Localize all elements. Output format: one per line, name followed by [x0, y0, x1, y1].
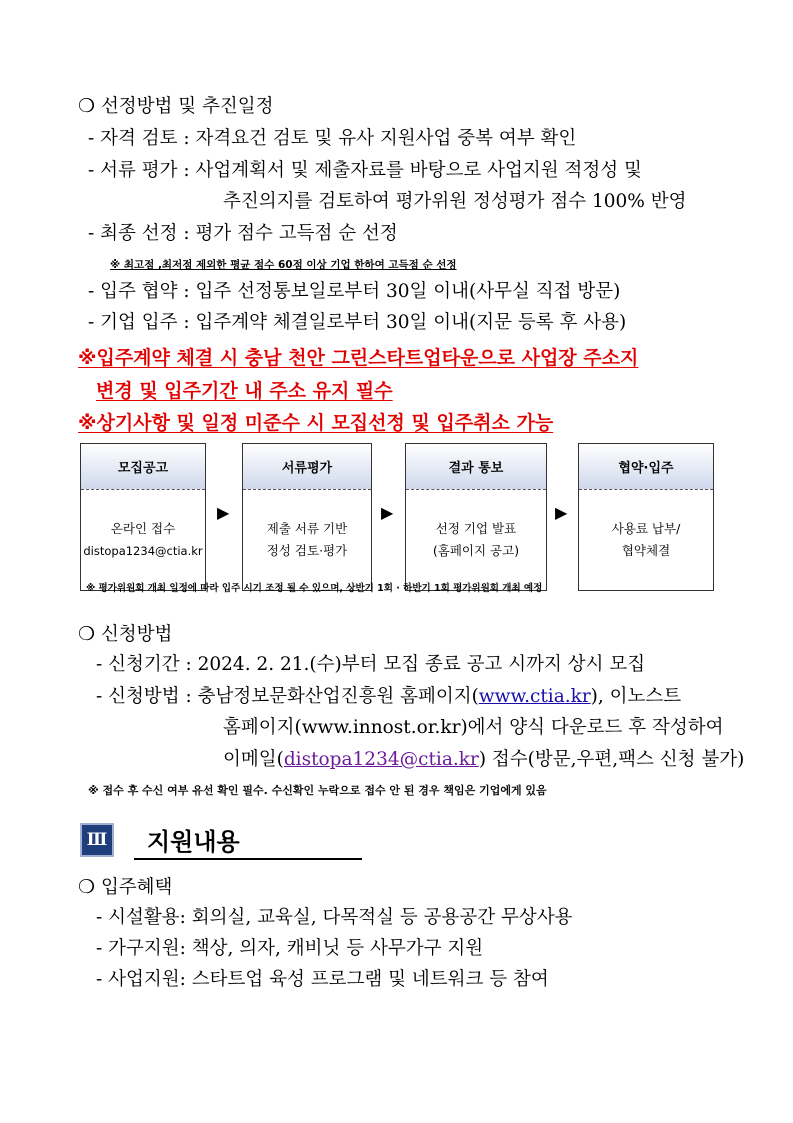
warning-address-line1: ※입주계약 체결 시 충남 천안 그린스타트업타운으로 사업장 주소지 [78, 347, 639, 369]
item-final-selection: - 최종 선정 : 평가 점수 고득점 순 선정 [88, 223, 398, 244]
section-number-badge: Ⅲ [80, 823, 114, 857]
circle-bullet-icon: ❍ [78, 623, 96, 645]
email-link[interactable]: distopa1234@ctia.kr [283, 749, 479, 770]
benefits-heading: ❍ 입주혜택 [78, 876, 173, 898]
flow-step-recruitment [80, 443, 206, 591]
arrow-right-icon: ▶ [381, 503, 394, 522]
flow-step-line2: distopa1234@ctia.kr [83, 544, 203, 558]
circle-bullet-icon: ❍ [78, 95, 96, 117]
apply-method-line3: 이메일(distopa1234@ctia.kr) 접수(방문,우편,팩스 신청 불가) [223, 749, 745, 770]
item-qualification-review: - 자격 검토 : 자격요건 검토 및 유사 지원사업 중복 여부 확인 [88, 128, 577, 149]
selection-heading: ❍ 선정방법 및 추진일정 [78, 95, 274, 117]
flow-step-result-notice [405, 443, 547, 591]
apply-note: ※ 접수 후 수신 여부 유선 확인 필수. 수신확인 누락으로 접수 안 된 경우 책임은 기업에게 있음 [88, 784, 547, 797]
flow-step-title: 서류평가 [243, 444, 371, 490]
item-document-evaluation: - 서류 평가 : 사업계획서 및 제출자료를 바탕으로 사업지원 적정성 및 [88, 160, 642, 181]
item-move-in-agreement: - 입주 협약 : 입주 선정통보일로부터 30일 이내(사무실 직접 방문) [88, 281, 621, 302]
circle-bullet-icon: ❍ [78, 876, 96, 898]
warning-cancellation: ※상기사항 및 일정 미준수 시 모집선정 및 입주취소 가능 [78, 412, 554, 434]
arrow-right-icon: ▶ [217, 503, 230, 522]
apply-period: - 신청기간 : 2024. 2. 21.(수)부터 모집 종료 공고 시까지 상시 모집 [96, 654, 646, 675]
apply-method: - 신청방법 : 충남정보문화산업진흥원 홈페이지(www.ctia.kr), 이노스트 [96, 686, 682, 707]
flow-step-line2: 정성 검토·평가 [266, 543, 348, 558]
ctia-homepage-link[interactable]: www.ctia.kr [478, 686, 591, 707]
flow-step-agreement [578, 443, 714, 591]
flow-step-document-review [242, 443, 372, 591]
item-company-move-in: - 기업 입주 : 입주계약 체결일로부터 30일 이내(지문 등록 후 사용) [88, 312, 627, 333]
score-note: ※ 최고점 ,최저점 제외한 평균 점수 60점 이상 기업 한하여 고득점 순 선정 [110, 259, 457, 271]
arrow-right-icon: ▶ [555, 503, 568, 522]
flow-step-title: 협약·입주 [579, 444, 713, 490]
flow-step-line1: 사용료 납부/ [611, 521, 681, 536]
flow-step-line2: (홈페이지 공고) [432, 543, 520, 558]
item-document-evaluation-cont: 추진의지를 검토하여 평가위원 정성평가 점수 100% 반영 [223, 191, 687, 212]
flow-step-line1: 제출 서류 기반 [266, 521, 348, 536]
flow-step-title: 모집공고 [81, 444, 205, 490]
flow-step-line2: 협약체결 [621, 543, 671, 558]
benefit-item: - 사업지원: 스타트업 육성 프로그램 및 네트워크 등 참여 [96, 969, 549, 990]
flow-step-title: 결과 통보 [406, 444, 546, 490]
section-title-underline [134, 858, 362, 860]
flow-step-line1: 선정 기업 발표 [435, 521, 517, 536]
benefit-item: - 가구지원: 책상, 의자, 캐비닛 등 사무가구 지원 [96, 938, 484, 959]
apply-heading: ❍ 신청방법 [78, 623, 173, 645]
benefit-item: - 시설활용: 회의실, 교육실, 다목적실 등 공용공간 무상사용 [96, 907, 573, 928]
section-title: 지원내용 [147, 828, 240, 856]
flow-note: ※ 평가위원회 개최 일정에 따라 입주 시기 조정 될 수 있으며, 상반기 1회 · 하반기 1회 평가위원회 개최 예정 [86, 583, 543, 594]
apply-method-line2: 홈페이지(www.innost.or.kr)에서 양식 다운로드 후 작성하여 [223, 717, 724, 738]
warning-address-line2: 변경 및 입주기간 내 주소 유지 필수 [96, 380, 393, 402]
flow-step-line1: 온라인 접수 [110, 521, 176, 536]
